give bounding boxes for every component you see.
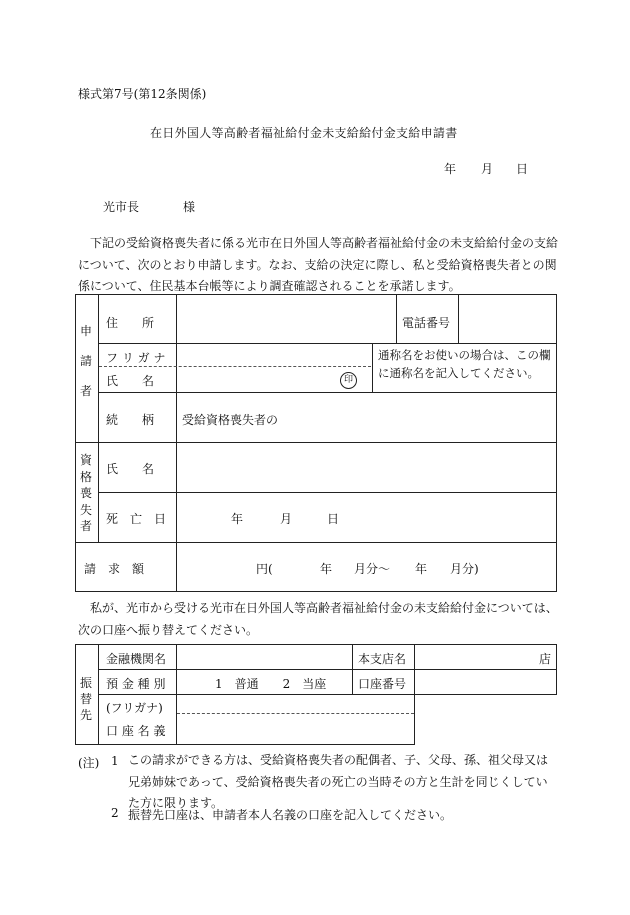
- death-month-label: 月: [280, 512, 293, 526]
- claim-amount-label: 請 求 額: [84, 562, 145, 576]
- death-year-label: 年: [231, 512, 244, 526]
- form-number: 様式第7号(第12条関係): [78, 87, 207, 101]
- page-title: 在日外国人等高齢者福祉給付金未支給給付金支給申請書: [150, 126, 458, 140]
- seal-mark: 印: [340, 372, 357, 389]
- relation-label: 続 柄: [106, 413, 155, 427]
- institution-label: 金融機関名: [106, 652, 167, 666]
- holder-name-label: 口 座 名 義: [106, 724, 166, 738]
- applicant-name-label: 氏 名: [106, 374, 155, 388]
- deceased-name-label: 氏 名: [106, 462, 155, 476]
- relation-value: 受給資格喪失者の: [182, 413, 279, 427]
- applicant-furigana-label: フ リ ガ ナ: [106, 351, 166, 365]
- death-day-label: 日: [327, 512, 340, 526]
- address-label: 住 所: [106, 316, 155, 330]
- holder-name-input[interactable]: [177, 715, 413, 743]
- death-date-label: 死 亡 日: [106, 512, 167, 526]
- phone-input[interactable]: [459, 296, 555, 342]
- transfer-paragraph: 私が、光市から受ける光市在日外国人等高齢者福祉給付金の未支給給付金については、次の口座へ振り替えてください。: [78, 601, 558, 637]
- note-1-text: この請求ができる方は、受給資格喪失者の配偶者、子、父母、孫、祖父母又は兄弟姉妹であって、受給資格喪失者の死亡の当時その方と生計を同じくしていた方に限ります。: [128, 753, 549, 810]
- bank-section-label: 振 替 先: [80, 676, 93, 722]
- claim-month-2: 月分): [450, 562, 479, 576]
- addressee-suffix: 様: [183, 200, 196, 214]
- addressee-city: 光市長: [103, 200, 140, 214]
- claim-year-2: 年: [415, 562, 428, 576]
- account-type-options[interactable]: 1 普通 2 当座: [215, 677, 327, 691]
- notes-prefix: (注): [78, 756, 100, 770]
- applicant-section-label: 申 請 者: [80, 324, 93, 398]
- branch-input[interactable]: [415, 646, 555, 668]
- alias-note: 通称名をお使いの場合は、この欄に通称名を記入してください。: [378, 348, 551, 380]
- account-number-input[interactable]: [415, 671, 555, 693]
- note-1-number: 1: [111, 754, 119, 768]
- institution-input[interactable]: [177, 646, 351, 668]
- date-day-label: 日: [516, 162, 529, 176]
- applicant-furigana-input[interactable]: [177, 345, 371, 365]
- branch-suffix: 店: [539, 652, 552, 666]
- intro-paragraph: 下記の受給資格喪失者に係る光市在日外国人等高齢者福祉給付金の未支給給付金の支給について、次のとおり申請します。なお、支給の決定に際し、私と受給資格喪失者との関係について、住民基本台帳等により調査確認されることを承諾します。: [78, 236, 559, 293]
- claim-year-1: 年: [320, 562, 333, 576]
- date-year-label: 年: [444, 162, 457, 176]
- holder-furigana-label: (フリガナ): [106, 701, 163, 715]
- phone-label: 電話番号: [402, 316, 451, 330]
- deceased-section-label: 資 格 喪 失 者: [80, 453, 93, 533]
- account-type-label: 預 金 種 別: [106, 677, 166, 691]
- note-2-number: 2: [111, 806, 119, 820]
- claim-month-1: 月分〜: [354, 562, 391, 576]
- date-month-label: 月: [481, 162, 494, 176]
- note-2-text: 振替先口座は、申請者本人名義の口座を記入してください。: [128, 808, 453, 822]
- holder-furigana-input[interactable]: [177, 696, 413, 712]
- address-input[interactable]: [177, 296, 395, 342]
- claim-yen: 円(: [256, 562, 273, 576]
- account-number-label: 口座番号: [358, 677, 407, 691]
- branch-label: 本支店名: [358, 652, 407, 666]
- deceased-name-input[interactable]: [177, 444, 555, 490]
